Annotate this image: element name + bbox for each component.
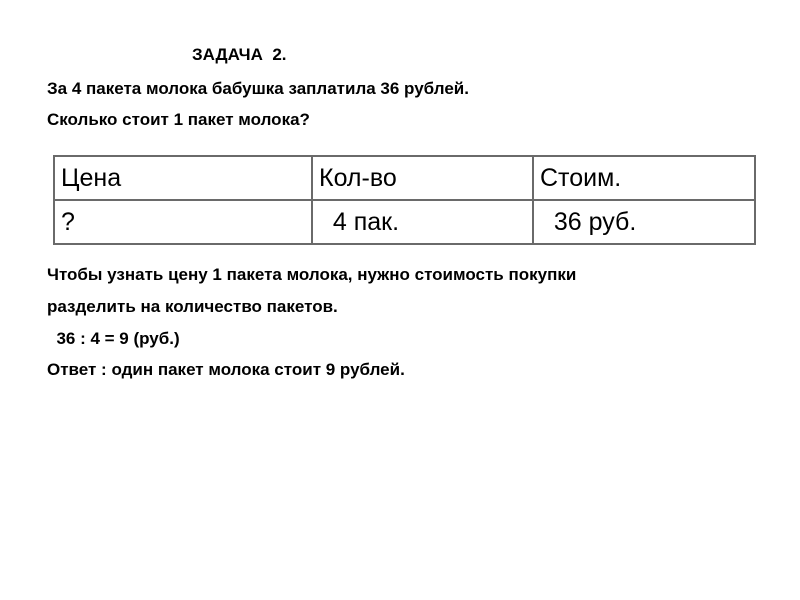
table-row [54,200,755,244]
answer-line: Ответ : один пакет молока стоит 9 рублей. [47,360,405,379]
calculation-line: 36 : 4 = 9 (руб.) [47,329,180,348]
problem-statement-line-1: За 4 пакета молока бабушка заплатила 36 рублей. [47,79,469,98]
cell-cost: 36 руб. [533,200,755,244]
header-price: Цена [54,156,312,200]
solution-line-2: разделить на количество пакетов. [47,297,338,316]
solution-line-1: Чтобы узнать цену 1 пакета молока, нужно стоимость покупки [47,265,577,284]
header-quantity: Кол-во [312,156,533,200]
cell-quantity: 4 пак. [312,200,533,244]
task-title: ЗАДАЧА 2. [192,45,287,64]
problem-question-line: Сколько стоит 1 пакет молока? [47,110,310,129]
header-cost: Стоим. [533,156,755,200]
table-header-row [54,156,755,200]
price-quantity-cost-table [53,155,756,245]
cell-price: ? [54,200,312,244]
